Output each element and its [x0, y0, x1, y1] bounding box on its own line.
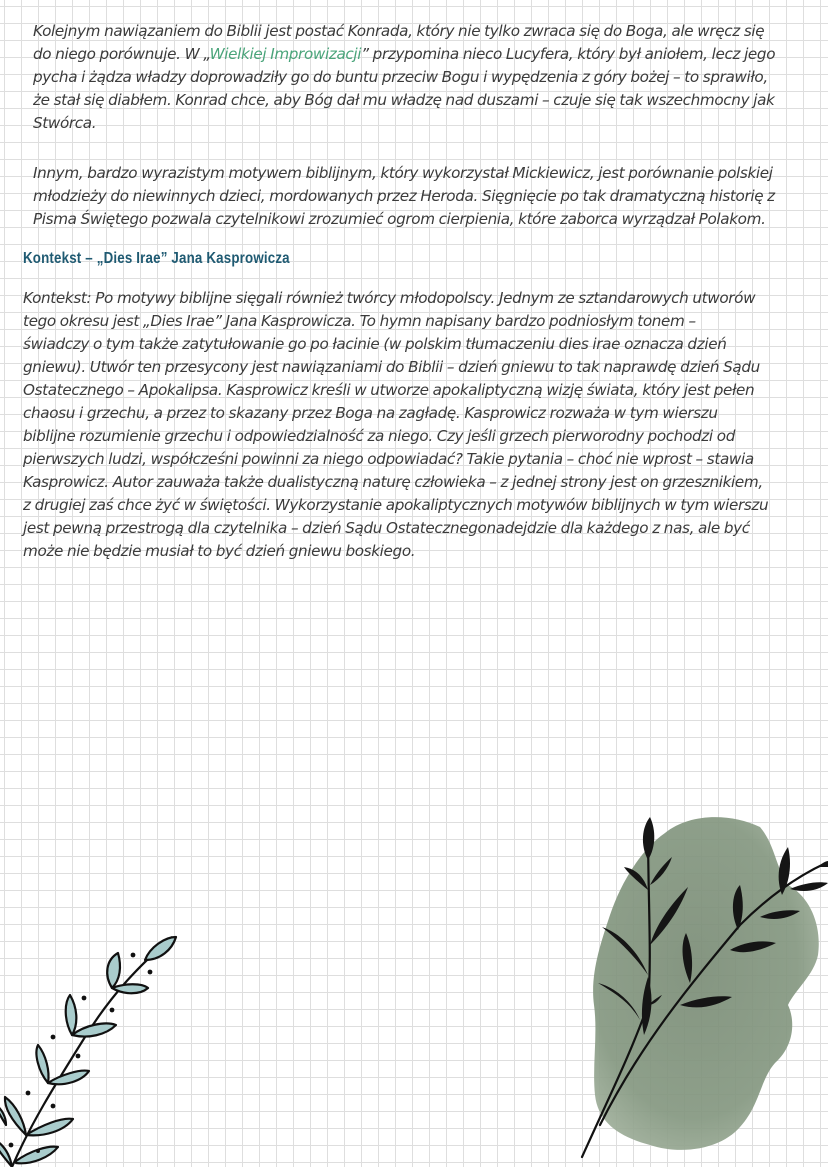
text-line: że stał się diabłem. Konrad chce, aby Bóg dał mu władzę nad duszami – czuje się tak wszechmocny jak — [33, 91, 775, 109]
text-line: Kasprowicz. Autor zauważa także dualistyczną naturę człowieka – z jednej strony jest on grzesznikiem, — [23, 473, 763, 491]
text-line: młodzieży do niewinnych dzieci, mordowanych przez Heroda. Sięgnięcie po tak dramatyczną historię z — [33, 187, 775, 205]
text-line: pycha i żądza władzy doprowadziły go do buntu przeciw Bogu i wypędzenia z góry bożej – to sprawiło, — [33, 68, 768, 86]
text-line: pierwszych ludzi, współcześni powinni za niego odpowiadać? Takie pytania – choć nie wprost – stawia — [23, 450, 754, 468]
dark-leaf-branch-on-green-watercolor-icon — [570, 805, 828, 1167]
text-line: tego okresu jest „Dies Irae” Jana Kasprowicza. To hymn napisany bardzo podniosłym tonem – — [23, 312, 696, 330]
text-line: Stwórca. — [33, 114, 97, 132]
text-line: może nie będzie musiał to być dzień gniewu boskiego. — [23, 542, 416, 560]
text-line: z drugiej zaś chce żyć w świętości. Wykorzystanie apokaliptycznych motywów biblijnych w tym wierszu — [23, 496, 769, 514]
paragraph-konrad — [33, 20, 775, 135]
text-line: świadczy o tym także zatytułowanie go po łacinie (w polskim tłumaczeniu dies irae oznacza dzień — [23, 335, 727, 353]
paragraph-herod — [33, 162, 775, 231]
text-line: Kontekst: Po motywy biblijne sięgali również twórcy młodopolscy. Jednym ze sztandarowych utworów — [23, 289, 756, 307]
section-heading: Kontekst – „Dies Irae” Jana Kasprowicza — [23, 250, 290, 267]
text-line: Innym, bardzo wyrazistym motywem biblijnym, który wykorzystał Mickiewicz, jest porównanie polskiej — [33, 164, 773, 182]
text-line: Kolejnym nawiązaniem do Biblii jest postać Konrada, który nie tylko zwraca się do Boga, ale wręcz się — [33, 22, 765, 40]
text-line: Ostatecznego – Apokalipsa. Kasprowicz kreśli w utworze apokaliptyczną wizję świata, który jest pełen — [23, 381, 755, 399]
highlighted-title: Wielkiej Improwizacji — [209, 45, 362, 63]
text-line: gniewu). Utwór ten przesycony jest nawiązaniami do Biblii – dzień gniewu to tak naprawdę dzień Sądu — [23, 358, 760, 376]
text-line: jest pewną przestrogą dla czytelnika – dzień Sądu Ostatecznegonadejdzie dla każdego z nas, ale być — [23, 519, 750, 537]
paragraph-kasprowicz — [23, 287, 768, 563]
text-line: do niego porównuje. W „Wielkiej Improwizacji” przypomina nieco Lucyfera, który był aniołem, lecz jego — [33, 45, 776, 63]
text-line: chaosu i grzechu, a przez to skazany przez Boga na zagładę. Kasprowicz rozważa w tym wierszu — [23, 404, 718, 422]
text-line: Pisma Świętego pozwala czytelnikowi zrozumieć ogrom cierpienia, które zaborca wyrządzał Polakom. — [33, 210, 766, 228]
sprig-with-light-blue-leaves-icon — [0, 925, 200, 1167]
text-line: biblijne rozumienie grzechu i odpowiedzialność za niego. Czy jeśli grzech pierworodny pochodzi od — [23, 427, 736, 445]
